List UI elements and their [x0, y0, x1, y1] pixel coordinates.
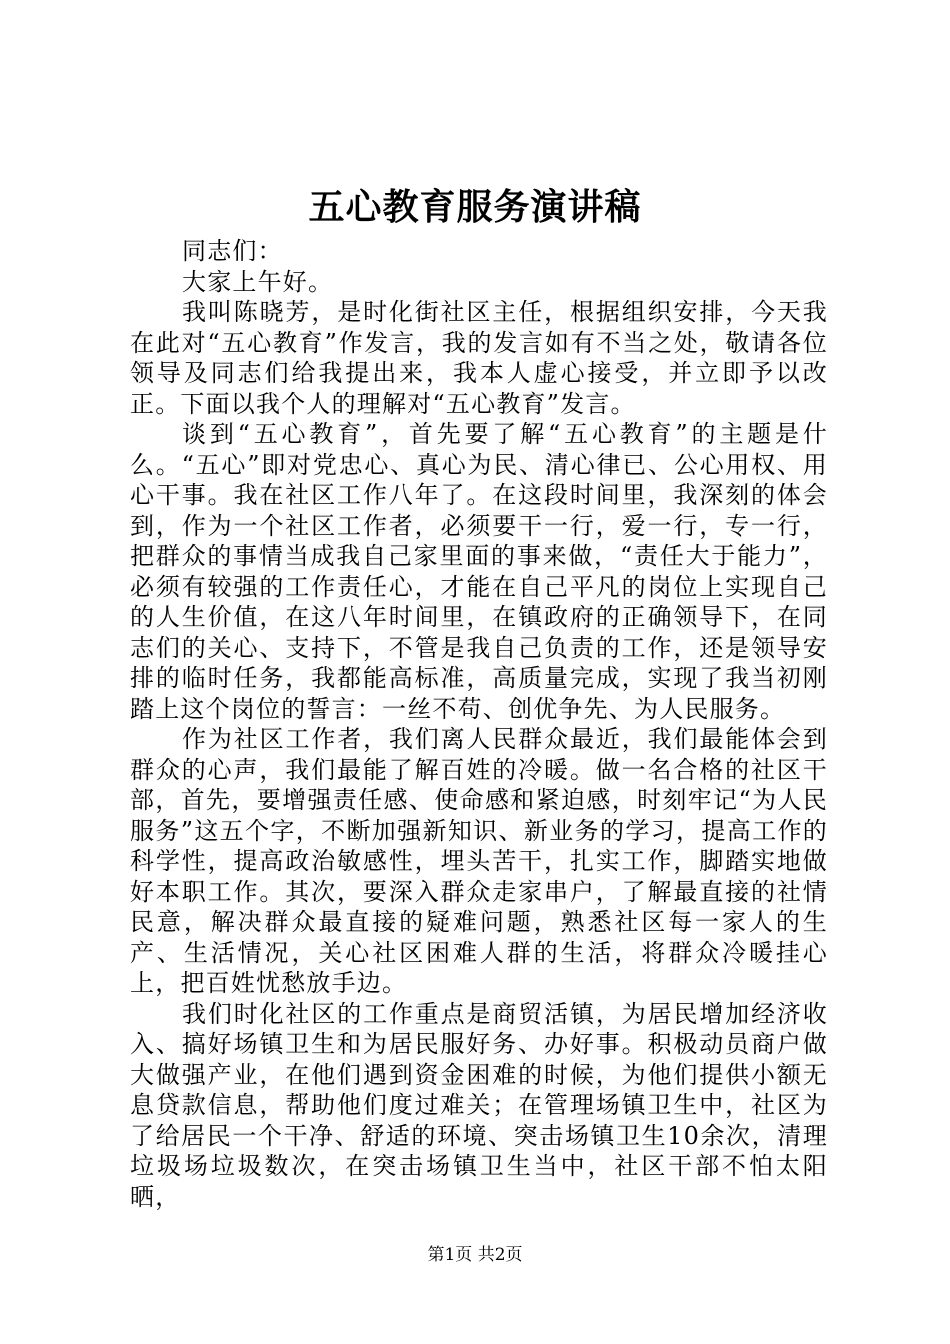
salutation: 同志们： [182, 237, 283, 265]
paragraph-work-focus: 我们时化社区的工作重点是商贸活镇，为居民增加经济收入、搞好场镇卫生和为居民服好务、办好事。积极动员商户做大做强产业，在他们遇到资金困难的时候，为他们提供小额无息贷款信息，帮助他们度过难关；在管理场镇卫生中，社区为了给居民一个干净、舒适的环境、突击场镇卫生10余次，清理垃圾场垃圾数次，在突击场镇卫生当中，社区干部不怕太阳晒， [130, 999, 828, 1211]
paragraph-intro: 我叫陈晓芳，是时化街社区主任，根据组织安排，今天我在此对“五心教育”作发言，我的发言如有不当之处，敬请各位领导及同志们给我提出来，我本人虚心接受，并立即予以改正。下面以我个人的理解对“五心教育”发言。 [130, 298, 828, 418]
paragraph-community-worker: 作为社区工作者，我们离人民群众最近，我们最能体会到群众的心声，我们最能了解百姓的冷暖。做一名合格的社区干部，首先，要增强责任感、使命感和紧迫感，时刻牢记“为人民服务”这五个字，不断加强新知识、新业务的学习，提高工作的科学性，提高政治敏感性，埋头苦干，扎实工作，脚踏实地做好本职工作。其次，要深入群众走家串户，了解最直接的社情民意，解决群众最直接的疑难问题，熟悉社区每一家人的生产、生活情况，关心社区困难人群的生活，将群众冷暖挂心上，把百姓忧愁放手边。 [130, 725, 828, 997]
greeting: 大家上午好。 [182, 267, 334, 296]
document-title: 五心教育服务演讲稿 [308, 186, 642, 228]
document-body [130, 236, 828, 1212]
paragraph-five-hearts: 谈到“五心教育”，首先要了解“五心教育”的主题是什么。“五心”即对党忠心、真心为民、清心律已、公心用权、用心干事。我在社区工作八年了。在这段时间里，我深刻的体会到，作为一个社区工作者，必须要干一行，爱一行，专一行，把群众的事情当成我自己家里面的事来做，“责任大于能力”，必须有较强的工作责任心，才能在自己平凡的岗位上实现自己的人生价值，在这八年时间里，在镇政府的正确领导下，在同志们的关心、支持下，不管是我自己负责的工作，还是领导安排的临时任务，我都能高标准，高质量完成，实现了我当初刚踏上这个岗位的誓言：一丝不苟、创优争先、为人民服务。 [130, 420, 828, 723]
page-footer: 第1页 共2页 [427, 1245, 523, 1265]
